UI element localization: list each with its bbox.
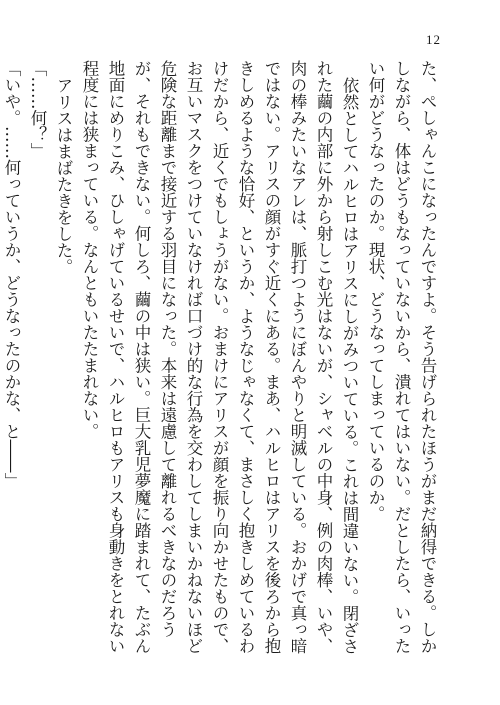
paragraph-3: アリスはまばたきをした。 [54,76,73,275]
page-number: 12 [426,32,441,47]
paragraph-1: た、ぺしゃんこになったんですよ。そう告げられたほうがまだ納得できる。しかしながら、体はどうもなっていないから、潰れてはいない。だとしたら、いったい何がどうなったのか。現状、どうなってしまっているのか。 [366,60,437,654]
vertical-text-body [2,60,440,670]
dialogue-1: 「……何？」 [28,60,47,159]
paragraph-2: 依然としてハルヒロはアリスにしがみついている。これは間違いない。閉ざされた繭の内部に外から射しこむ光はないが、シャベルの中身、例の肉棒、いや、肉の棒みたいなアレは、脈打つようにぼんやりと明滅している。おかげで真っ暗ではない。アリスの顔がすぐ近くにある。まあ、ハルヒロはアリスを後ろから抱きしめるような恰好、というか、ようなじゃなくて、まさしく抱きしめているわけだから、近くでもしょうがない。おまけにアリスが顔を振り向かせたもので、お互いマスクをつけていなければ口づけ的な行為を交わしてしまいかねないほど危険な距離まで接近する羽目になった。本来は遠慮して離れるべきなのだろうが、それもできない。何しろ、繭の中は狭い。巨大乳児夢魔に踏まれて、たぶん地面にめりこみ、ひしゃげているせいで、ハルヒロもアリスも身動きをとれない程度には狭まっている。なんともいたたまれない。 [80,60,359,654]
dialogue-2: 「いや。……何っていうか、どうなったのかな、と――」 [2,60,21,489]
